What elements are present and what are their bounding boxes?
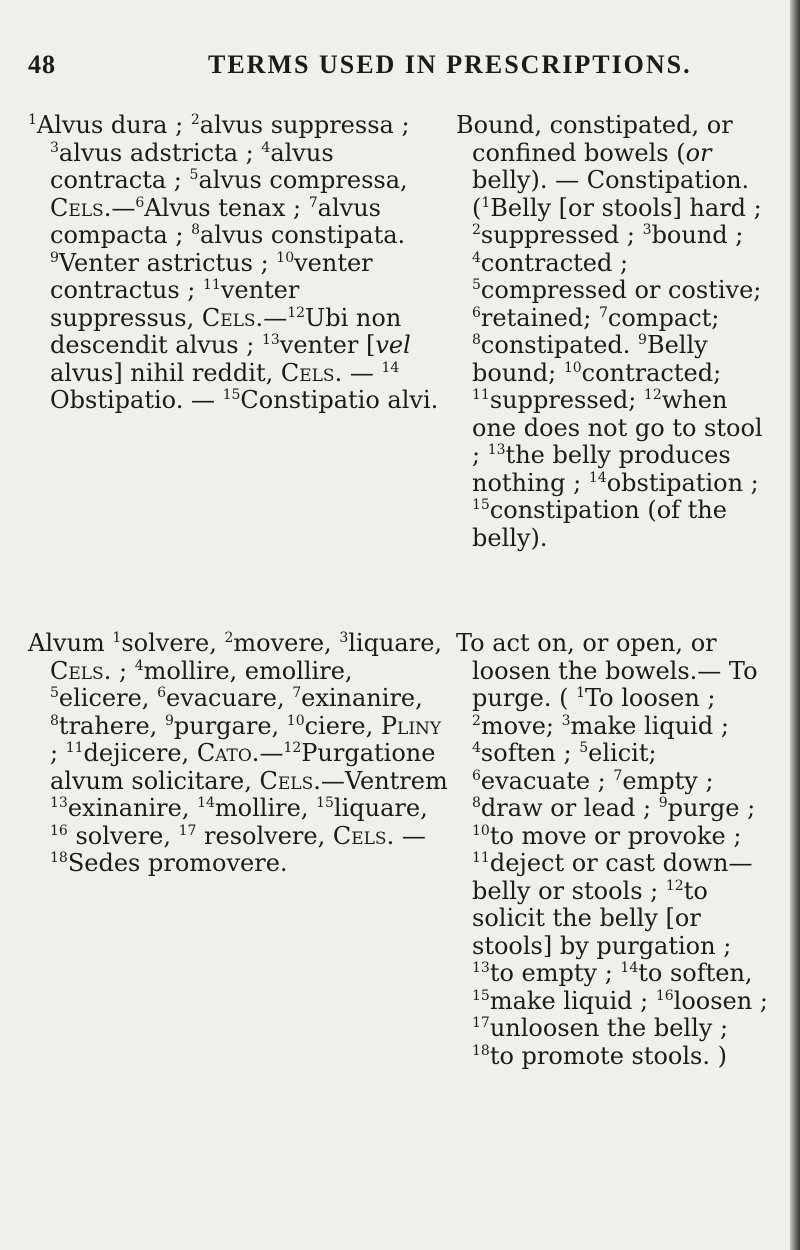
footnote-number: 4 bbox=[472, 740, 481, 756]
footnote-number: 4 bbox=[134, 657, 144, 674]
footnote-number: 17 bbox=[178, 822, 197, 839]
footnote-number: 11 bbox=[472, 387, 490, 403]
footnote-number: 10 bbox=[472, 822, 490, 839]
footnote-number: 12 bbox=[283, 740, 302, 756]
footnote-number: 13 bbox=[487, 442, 506, 458]
author-abbreviation: Cels. bbox=[259, 766, 321, 795]
footnote-number: 14 bbox=[381, 359, 400, 376]
footnote-number: 7 bbox=[613, 767, 623, 784]
footnote-number: 6 bbox=[157, 685, 166, 701]
footnote-number: 1 bbox=[576, 685, 586, 701]
author-abbreviation: Cels. bbox=[50, 193, 112, 222]
author-abbreviation: Pliny bbox=[380, 711, 442, 740]
footnote-number: 13 bbox=[261, 332, 280, 348]
footnote-number: 3 bbox=[642, 222, 652, 238]
running-title: TERMS USED IN PRESCRIPTIONS. bbox=[208, 50, 692, 79]
footnote-number: 15 bbox=[316, 795, 334, 811]
footnote-number: 9 bbox=[658, 795, 668, 811]
footnote-number: 9 bbox=[164, 712, 174, 729]
footnote-number: 2 bbox=[190, 112, 200, 128]
footnote-number: 2 bbox=[472, 712, 481, 729]
footnote-number: 6 bbox=[472, 304, 481, 321]
footnote-number: 17 bbox=[472, 1015, 490, 1031]
entry-2-latin-text: Alvum $^1$solvere, $^2$movere, $^3$liquare, Cels. ; $^4$mollire, emollire, $^5$elicere, $^6$evacuare, $^7$exinanire, $^8$trahere, $^9$purgare, $^{10}$ciere, Pliny ; $^{11}$dejicere, Cato.—$^{12}$Purgatione alvum solicitare, Cels.—Ventrem $^{13}$exinanire, $^{14}$mollire, $^{15}$liquare, $^{16}$ solvere, $^{17}$ resolvere, Cels. — $^{18}$Sedes promovere. bbox=[28, 629, 448, 877]
footnote-number: 12 bbox=[643, 387, 662, 403]
footnote-number: 10 bbox=[276, 249, 295, 266]
entry-1-latin-text: $^1$Alvus dura ; $^2$alvus suppressa ; $^3$alvus adstricta ; $^4$alvus contracta ; $^5$alvus compressa, Cels.—$^6$Alvus tenax ; $^7$alvus compacta ; $^8$alvus constipata. $^9$Venter astrictus ; $^{10}$venter contractus ; $^{11}$venter suppressus, Cels.—$^{12}$Ubi non descendit alvus ; $^{13}$venter [vel alvus] nihil reddit, Cels. — $^{14}$ Obstipatio. — $^{15}$Constipatio alvi. bbox=[28, 111, 439, 414]
author-abbreviation: Cels. bbox=[280, 358, 343, 387]
footnote-number: 11 bbox=[202, 277, 221, 293]
footnote-number: 9 bbox=[50, 249, 59, 266]
footnote-number: 5 bbox=[50, 685, 59, 701]
footnote-number: 16 bbox=[655, 987, 674, 1004]
footnote-number: 5 bbox=[472, 277, 481, 293]
footnote-number: 3 bbox=[339, 630, 349, 646]
page-edge-shadow bbox=[790, 0, 800, 1250]
footnote-number: 5 bbox=[189, 167, 199, 183]
author-abbreviation: Cels. bbox=[201, 303, 264, 332]
footnote-number: 15 bbox=[222, 387, 241, 403]
footnote-number: 16 bbox=[50, 822, 68, 839]
entry-1-english-text: Bound, constipated, or confined bowels (or belly). — Constipation. ($^1$Belly [or stools] hard ; $^2$suppressed ; $^3$bound ; $^4$contracted ; $^5$compressed or costive; $^6$retained; $^7$compact; $^8$constipated. $^9$Belly bound; $^{10}$contracted; $^{11}$suppressed; $^{12}$when one does not go to stool ; $^{13}$the belly produces nothing ; $^{14}$obstipation ; $^{15}$constipation (of the belly). bbox=[456, 111, 763, 552]
author-abbreviation: Cels. bbox=[50, 656, 112, 685]
entry-1-latin bbox=[28, 112, 448, 415]
footnote-number: 14 bbox=[620, 960, 639, 976]
entry-2-english-text: To act on, or open, or loosen the bowels.— To purge. ( $^1$To loosen ; $^2$move; $^3$make liquid ; $^4$soften ; $^5$elicit; $^6$evacuate ; $^7$empty ; $^8$draw or lead ; $^9$purge ; $^{10}$to move or provoke ; $^{11}$deject or cast down—belly or stools ; $^{12}$to solicit the belly [or stools] by purgation ; $^{13}$to empty ; $^{14}$to soften, $^{15}$make liquid ; $^{16}$loosen ; $^{17}$unloosen the belly ; $^{18}$to promote stools. ) bbox=[456, 629, 768, 1070]
footnote-number: 10 bbox=[563, 359, 582, 376]
footnote-number: 15 bbox=[472, 497, 490, 513]
footnote-number: 8 bbox=[50, 712, 59, 729]
footnote-number: 4 bbox=[261, 139, 271, 156]
entry-2-latin bbox=[28, 630, 448, 878]
footnote-number: 7 bbox=[598, 304, 608, 321]
footnote-number: 13 bbox=[50, 795, 68, 811]
author-abbreviation: Cato. bbox=[196, 739, 260, 767]
footnote-number: 12 bbox=[665, 877, 684, 894]
footnote-number: 13 bbox=[472, 960, 490, 976]
footnote-number: 1 bbox=[28, 112, 37, 128]
footnote-number: 3 bbox=[561, 712, 571, 729]
footnote-number: 8 bbox=[472, 332, 481, 348]
footnote-number: 3 bbox=[50, 139, 59, 156]
footnote-number: 11 bbox=[65, 740, 84, 756]
footnote-number: 11 bbox=[472, 850, 490, 866]
footnote-number: 7 bbox=[308, 194, 318, 211]
footnote-number: 10 bbox=[286, 712, 305, 729]
footnote-number: 6 bbox=[135, 194, 145, 211]
footnote-number: 6 bbox=[472, 767, 481, 784]
footnote-number: 18 bbox=[472, 1042, 490, 1059]
footnote-number: 8 bbox=[472, 795, 481, 811]
footnote-number: 1 bbox=[112, 630, 122, 646]
entry-2-english bbox=[456, 630, 768, 1070]
footnote-number: 2 bbox=[472, 222, 481, 238]
footnote-number: 7 bbox=[292, 685, 302, 701]
entry-1-english bbox=[456, 112, 768, 552]
author-abbreviation: Cels. bbox=[332, 821, 395, 850]
footnote-number: 12 bbox=[287, 304, 306, 321]
page-number: 48 bbox=[28, 50, 56, 79]
footnote-number: 15 bbox=[472, 987, 490, 1004]
italic-word: vel bbox=[375, 331, 411, 359]
footnote-number: 1 bbox=[481, 194, 491, 211]
footnote-number: 14 bbox=[588, 469, 607, 486]
footnote-number: 14 bbox=[197, 795, 215, 811]
footnote-number: 5 bbox=[579, 740, 589, 756]
footnote-number: 9 bbox=[638, 332, 647, 348]
italic-word: or bbox=[685, 138, 712, 167]
footnote-number: 8 bbox=[191, 222, 200, 238]
footnote-number: 18 bbox=[50, 850, 68, 866]
footnote-number: 2 bbox=[224, 630, 234, 646]
footnote-number: 4 bbox=[472, 249, 481, 266]
